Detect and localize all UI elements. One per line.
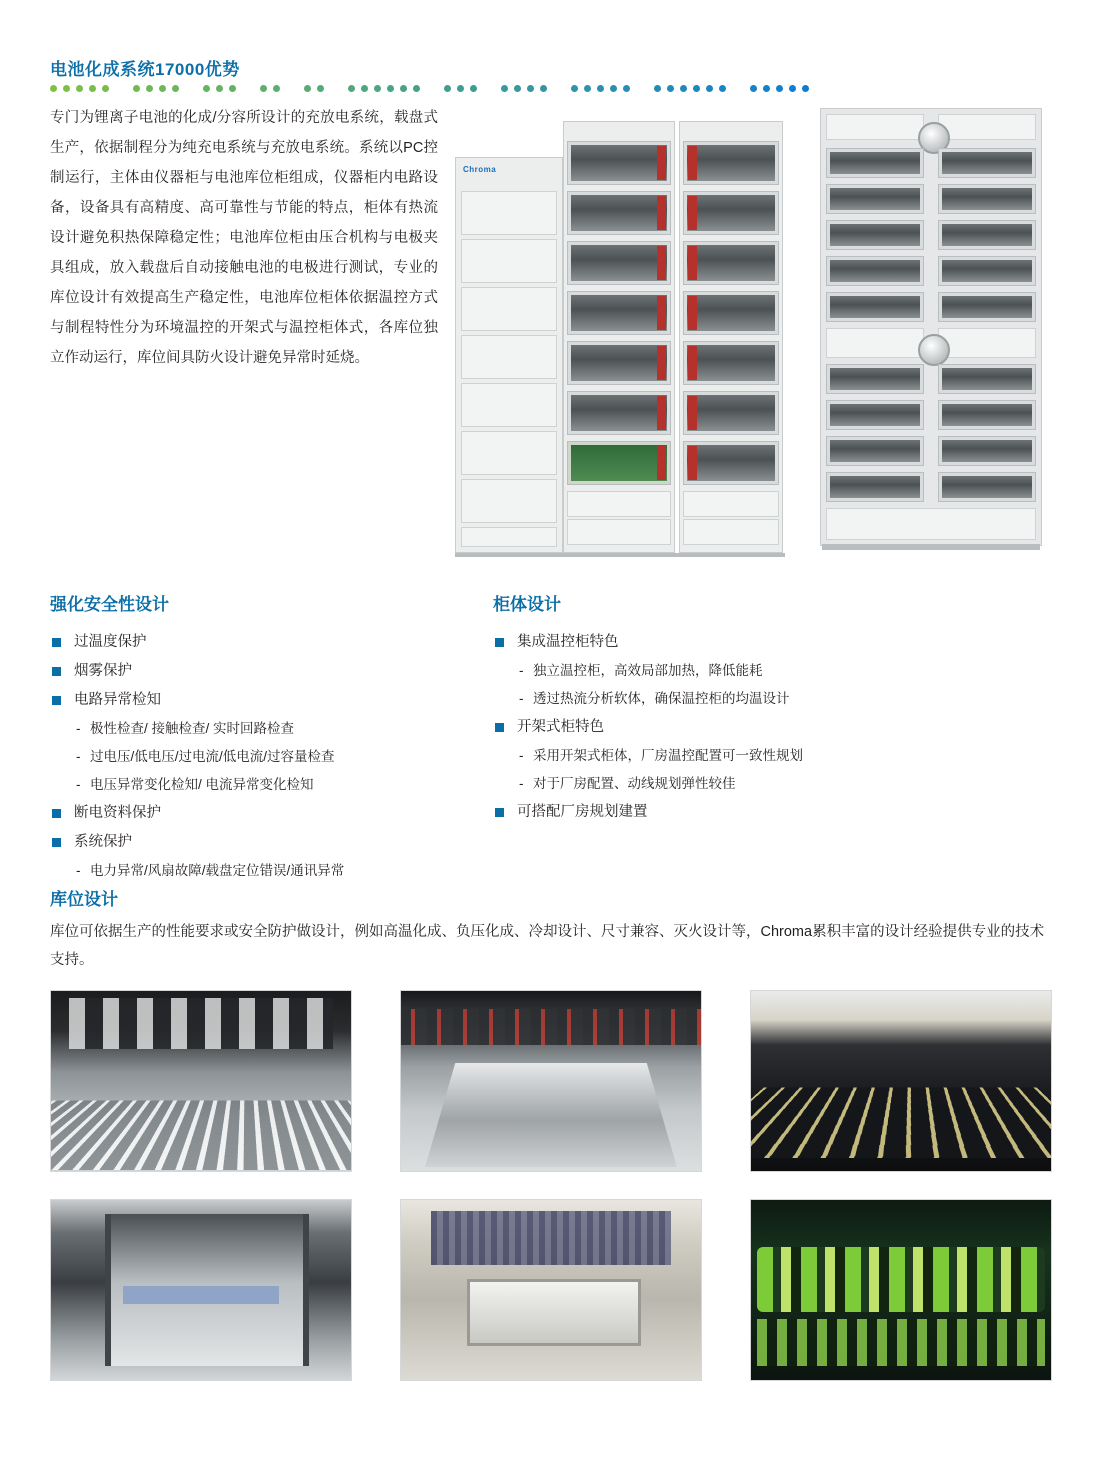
decorative-dot bbox=[527, 85, 534, 92]
cabinet-feature-list bbox=[493, 629, 933, 826]
decorative-dot bbox=[571, 85, 578, 92]
decorative-dot bbox=[159, 85, 166, 92]
photo-tray-conveyor-line bbox=[50, 990, 352, 1172]
cabinet-section-title: 柜体设计 bbox=[493, 595, 561, 614]
list-item: 过温度保护 bbox=[50, 629, 470, 656]
decorative-dot bbox=[413, 85, 420, 92]
photo-tray-press-unit bbox=[400, 1199, 702, 1381]
decorative-dot bbox=[732, 85, 744, 92]
decorative-dot bbox=[273, 85, 280, 92]
photo-gallery bbox=[50, 990, 1052, 1381]
decorative-dot bbox=[654, 85, 661, 92]
list-item: - 透过热流分析软体，确保温控柜的均温设计 bbox=[493, 686, 933, 712]
decorative-dot bbox=[185, 85, 197, 92]
decorative-dot bbox=[172, 85, 179, 92]
decorative-dot bbox=[584, 85, 591, 92]
decorative-dot bbox=[776, 85, 783, 92]
decorative-dot bbox=[102, 85, 109, 92]
decorative-dot bbox=[203, 85, 210, 92]
list-item: 电路异常检知 bbox=[50, 687, 470, 714]
figure-open-rack-cabinet bbox=[820, 108, 1055, 560]
decorative-dot bbox=[457, 85, 464, 92]
page-title: 电池化成系统17000优势 bbox=[50, 60, 240, 79]
safety-feature-list bbox=[50, 629, 470, 884]
decorative-dot bbox=[242, 85, 254, 92]
decorative-dot-rule bbox=[50, 84, 1052, 92]
decorative-dot bbox=[763, 85, 770, 92]
list-item: 断电资料保护 bbox=[50, 800, 470, 827]
intro-paragraph: 专门为锂离子电池的化成/分容所设计的充放电系统，载盘式生产，依据制程分为纯充电系统与充放电系统。系统以PC控制运行，主体由仪器柜与电池库位柜组成，仪器柜内电路设备，设备具有高精度、高可靠性与节能的特点，柜体有热流设计避免积热保障稳定性；电池库位柜由压合机构与电极夹具组成，放入载盘后自动接触电池的电极进行测试，专业的库位设计有效提高生产稳定性，电池库位柜体依据温控方式与制程特性分为环境温控的开架式与温控柜体式，各库位独立作动运行，库位间具防火设计避免异常时延烧。 bbox=[50, 110, 438, 366]
decorative-dot bbox=[330, 85, 342, 92]
photo-capacitor-board bbox=[750, 1199, 1052, 1381]
decorative-dot bbox=[719, 85, 726, 92]
decorative-dot bbox=[348, 85, 355, 92]
list-item: - 过电压/低电压/过电流/低电流/过容量检查 bbox=[50, 744, 470, 770]
list-item: 集成温控柜特色 bbox=[493, 629, 933, 656]
decorative-dot bbox=[50, 85, 57, 92]
decorative-dot bbox=[146, 85, 153, 92]
list-item: - 采用开架式柜体，厂房温控配置可一致性规划 bbox=[493, 743, 933, 769]
list-item: - 电力异常/风扇故障/载盘定位错误/通讯异常 bbox=[50, 858, 470, 884]
decorative-dot bbox=[260, 85, 267, 92]
decorative-dot bbox=[115, 85, 127, 92]
decorative-dot bbox=[623, 85, 630, 92]
hero-images bbox=[455, 100, 1055, 565]
decorative-dot bbox=[387, 85, 394, 92]
decorative-dot bbox=[540, 85, 547, 92]
photo-contact-probe-array bbox=[750, 990, 1052, 1172]
safety-section-title: 强化安全性设计 bbox=[50, 595, 169, 614]
decorative-dot bbox=[514, 85, 521, 92]
list-item: 可搭配厂房规划建置 bbox=[493, 799, 933, 826]
list-item: 开架式柜特色 bbox=[493, 714, 933, 741]
decorative-dot bbox=[229, 85, 236, 92]
decorative-dot bbox=[501, 85, 508, 92]
decorative-dot bbox=[680, 85, 687, 92]
photo-press-mechanism bbox=[50, 1199, 352, 1381]
decorative-dot bbox=[426, 85, 438, 92]
decorative-dot bbox=[693, 85, 700, 92]
brand-label: Chroma bbox=[463, 165, 497, 174]
list-item: - 对于厂房配置、动线规划弹性较佳 bbox=[493, 771, 933, 797]
decorative-dot bbox=[553, 85, 565, 92]
decorative-dot bbox=[470, 85, 477, 92]
decorative-dot bbox=[286, 85, 298, 92]
list-item: 烟雾保护 bbox=[50, 658, 470, 685]
figure-formation-system-front bbox=[455, 105, 807, 560]
decorative-dot bbox=[76, 85, 83, 92]
decorative-dot bbox=[89, 85, 96, 92]
list-item: - 极性检查/ 接触检查/ 实时回路检查 bbox=[50, 716, 470, 742]
safety-design-section bbox=[50, 590, 470, 886]
decorative-dot bbox=[317, 85, 324, 92]
decorative-dot bbox=[706, 85, 713, 92]
decorative-dot bbox=[216, 85, 223, 92]
photo-loading-station bbox=[400, 990, 702, 1172]
decorative-dot bbox=[400, 85, 407, 92]
decorative-dot bbox=[444, 85, 451, 92]
decorative-dot bbox=[483, 85, 495, 92]
decorative-dot bbox=[636, 85, 648, 92]
decorative-dot bbox=[597, 85, 604, 92]
decorative-dot bbox=[133, 85, 140, 92]
storage-design-section bbox=[50, 885, 1052, 974]
decorative-dot bbox=[750, 85, 757, 92]
list-item: - 电压异常变化检知/ 电流异常变化检知 bbox=[50, 772, 470, 798]
decorative-dot bbox=[304, 85, 311, 92]
decorative-dot bbox=[789, 85, 796, 92]
decorative-dot bbox=[374, 85, 381, 92]
decorative-dot bbox=[63, 85, 70, 92]
storage-section-title: 库位设计 bbox=[50, 890, 118, 909]
list-item: - 独立温控柜，高效局部加热，降低能耗 bbox=[493, 658, 933, 684]
cabinet-design-section bbox=[493, 590, 933, 828]
storage-section-description: 库位可依据生产的性能要求或安全防护做设计，例如高温化成、负压化成、冷却设计、尺寸兼容、灭火设计等，Chroma累积丰富的设计经验提供专业的技术支持。 bbox=[50, 924, 1045, 968]
decorative-dot bbox=[610, 85, 617, 92]
decorative-dot bbox=[667, 85, 674, 92]
decorative-dot bbox=[361, 85, 368, 92]
list-item: 系统保护 bbox=[50, 829, 470, 856]
decorative-dot bbox=[802, 85, 809, 92]
